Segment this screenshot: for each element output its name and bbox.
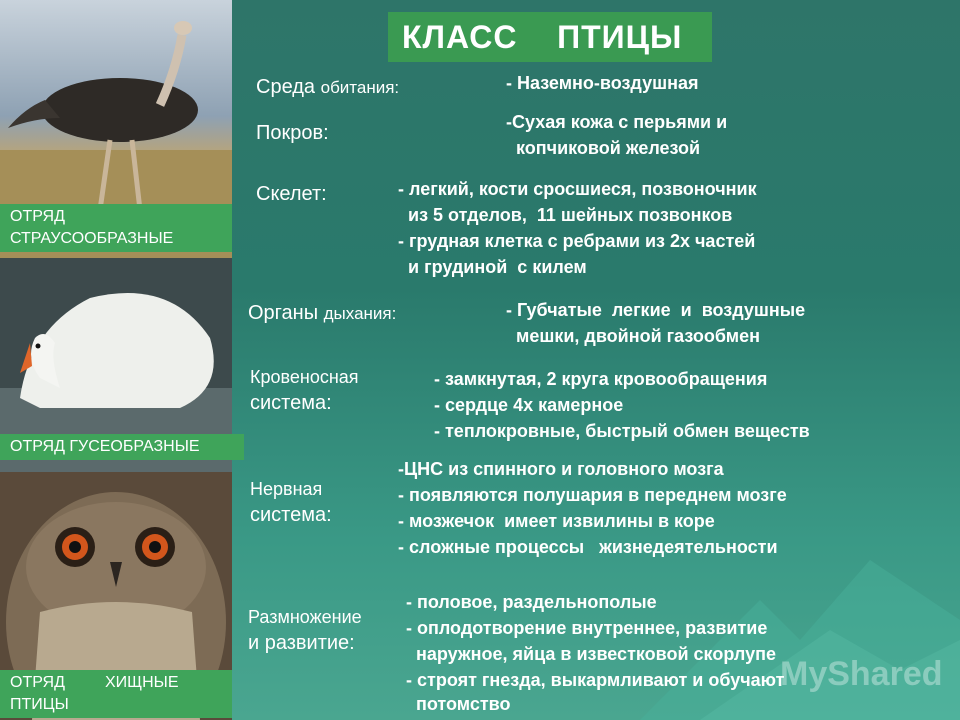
value-nervous-0: -ЦНС из спинного и головного мозга — [398, 459, 724, 479]
value-circulatory-1: - сердце 4х камерное — [434, 395, 624, 415]
value-nervous-1: - появляются полушария в переднем мозге — [398, 485, 787, 505]
value-habitat-0: - Наземно-воздушная — [506, 73, 699, 93]
watermark: MyShared — [780, 655, 943, 693]
value-cover-0: -Сухая кожа с перьями и — [506, 112, 728, 132]
value-circulatory-0: - замкнутая, 2 круга кровообращения — [434, 369, 768, 389]
value-cover-1: копчиковой железой — [506, 138, 701, 158]
value-reproduction-2: наружное, яйца в известковой скорлупе — [406, 644, 776, 664]
value-reproduction-1: - оплодотворение внутреннее, развитие — [406, 618, 768, 638]
label-nervous: Нервная система: — [250, 479, 332, 526]
order-label-ostriches: ОТРЯД СТРАУСООБРАЗНЫЕ — [0, 204, 232, 252]
value-nervous-2: - мозжечок имеет извилины в коре — [398, 511, 715, 531]
order-label-anseriformes: ОТРЯД ГУСЕОБРАЗНЫЕ — [0, 434, 244, 460]
value-circulatory-2: - теплокровные, быстрый обмен веществ — [434, 421, 810, 441]
value-respiration-0: - Губчатые легкие и воздушные — [506, 300, 806, 320]
value-reproduction-0: - половое, раздельнополые — [406, 592, 657, 612]
value-reproduction-4: потомство — [406, 694, 511, 714]
value-reproduction-3: - строят гнезда, выкармливают и обучают — [406, 670, 785, 690]
label-respiration: Органы дыхания: — [248, 302, 397, 324]
label-reproduction: Размножение и развитие: — [248, 607, 362, 654]
label-circulatory: Кровеносная система: — [250, 367, 359, 414]
page-title: КЛАСС ПТИЦЫ — [388, 12, 712, 62]
order-label-raptors: ОТРЯД ХИЩНЫЕ ПТИЦЫ — [0, 670, 232, 718]
value-skeleton-1: из 5 отделов, 11 шейных позвонков — [398, 205, 733, 225]
value-skeleton-3: и грудиной с килем — [398, 257, 587, 277]
label-skeleton: Скелет: — [256, 183, 327, 205]
value-respiration-1: мешки, двойной газообмен — [506, 326, 760, 346]
value-skeleton-0: - легкий, кости сросшиеся, позвоночник — [398, 179, 757, 199]
value-skeleton-2: - грудная клетка с ребрами из 2х частей — [398, 231, 756, 251]
label-habitat: Среда обитания: — [256, 76, 400, 98]
label-cover: Покров: — [256, 122, 329, 144]
value-nervous-3: - сложные процессы жизнедеятельности — [398, 537, 778, 557]
